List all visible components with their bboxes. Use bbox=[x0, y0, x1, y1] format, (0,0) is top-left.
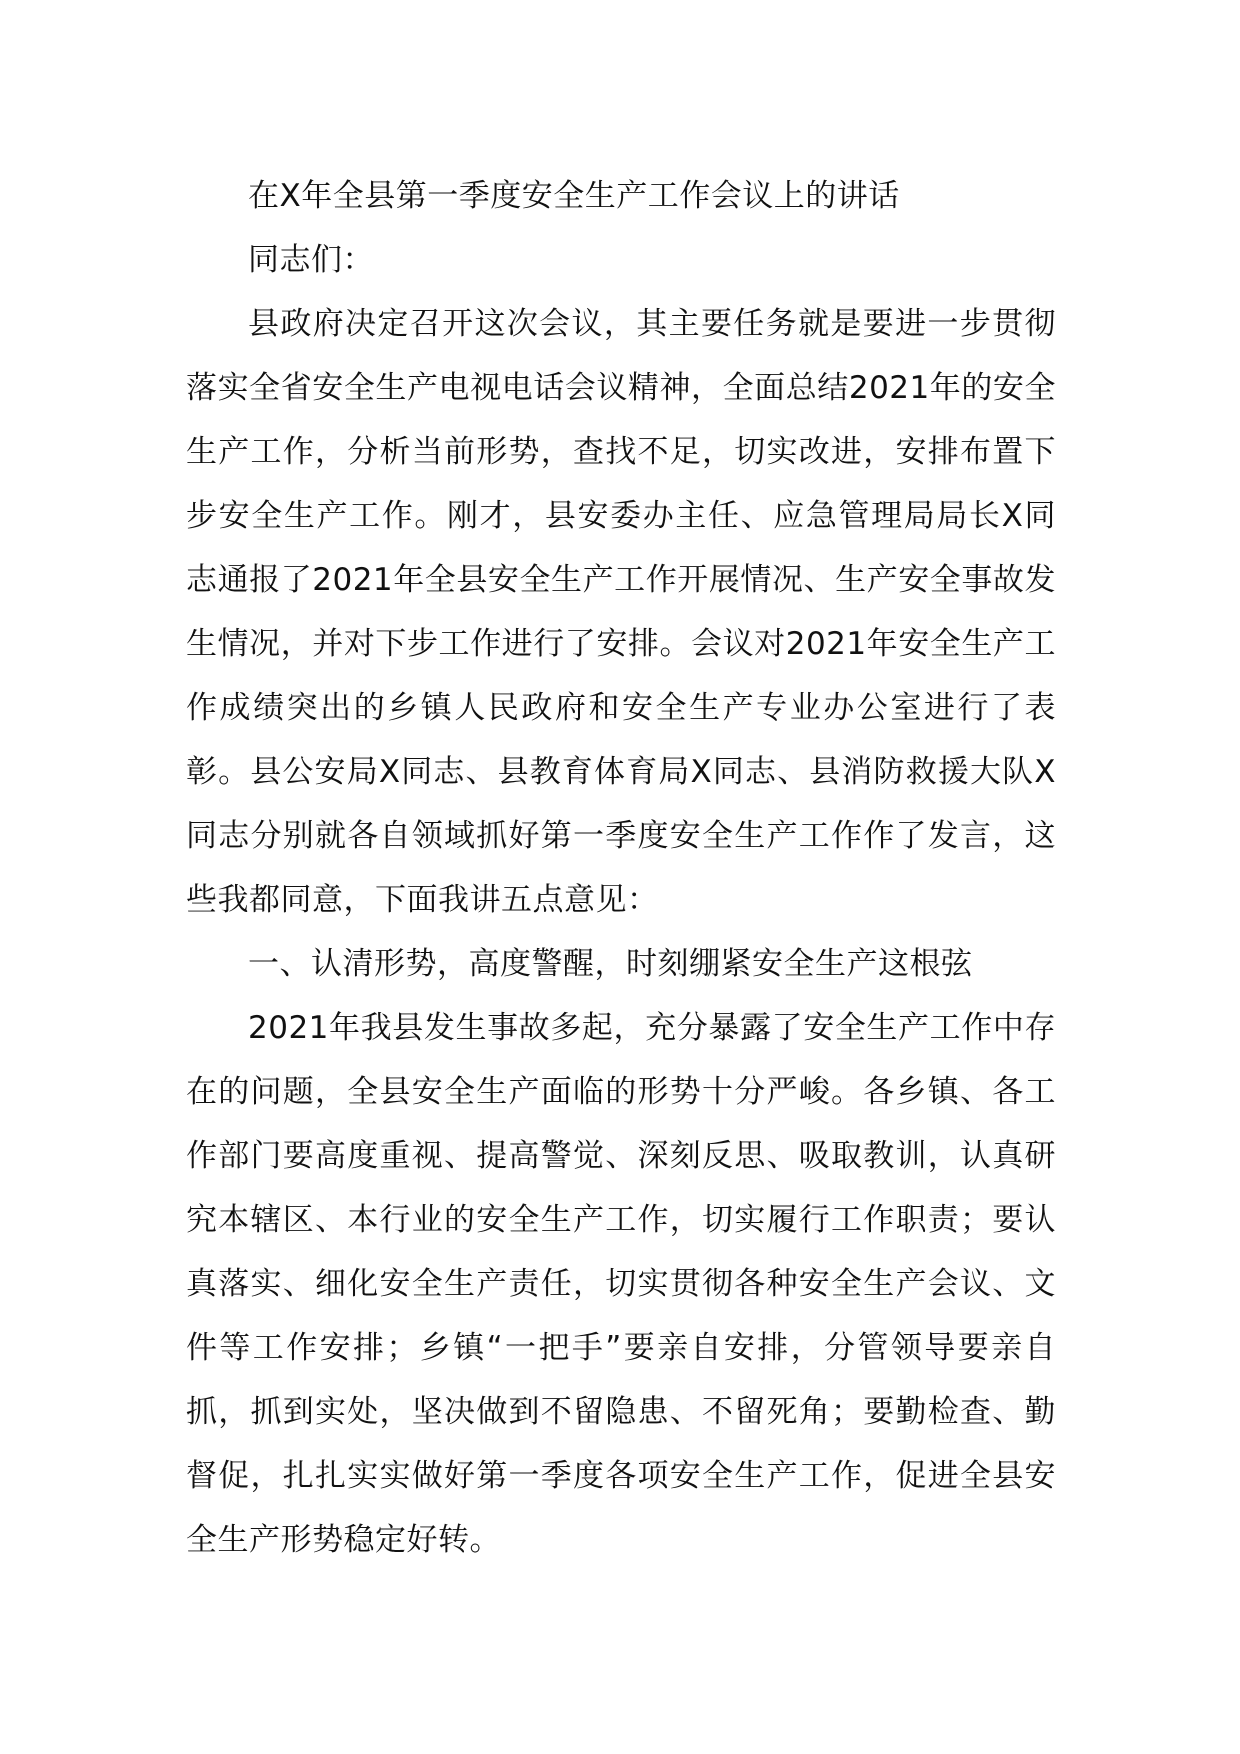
document-body bbox=[186, 164, 1056, 1572]
document-title: 在X年全县第一季度安全生产工作会议上的讲话 bbox=[248, 178, 900, 214]
salutation: 同志们： bbox=[248, 242, 374, 278]
intro-paragraph: 县政府决定召开这次会议，其主要任务就是要进一步贯彻落实全省安全生产电视电话会议精神，全面总结2021年的安全生产工作，分析当前形势，查找不足，切实改进，安排布置下步安全生产工作。刚才，县安委办主任、应急管理局局长X同志通报了2021年全县安全生产工作开展情况、生产安全事故发生情况，并对下步工作进行了安排。会议对2021年安全生产工作成绩突出的乡镇人民政府和安全生产专业办公室进行了表彰。县公安局X同志、县教育体育局X同志、县消防救援大队X同志分别就各自领域抓好第一季度安全生产工作作了发言，这些我都同意，下面我讲五点意见： bbox=[186, 306, 1056, 918]
section-heading: 一、认清形势，高度警醒，时刻绷紧安全生产这根弦 bbox=[248, 946, 973, 982]
section-paragraph: 2021年我县发生事故多起，充分暴露了安全生产工作中存在的问题，全县安全生产面临的形势十分严峻。各乡镇、各工作部门要高度重视、提高警觉、深刻反思、吸取教训，认真研究本辖区、本行业的安全生产工作，切实履行工作职责；要认真落实、细化安全生产责任，切实贯彻各种安全生产会议、文件等工作安排；乡镇“一把手”要亲自安排，分管领导要亲自抓，抓到实处，坚决做到不留隐患、不留死角；要勤检查、勤督促，扎扎实实做好第一季度各项安全生产工作，促进全县安全生产形势稳定好转。 bbox=[186, 1010, 1056, 1558]
